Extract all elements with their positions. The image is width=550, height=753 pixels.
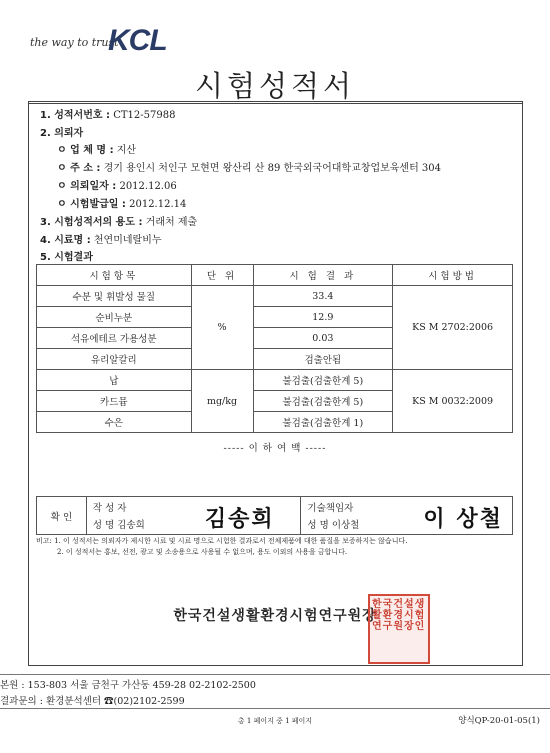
address-value: 경기 용인시 처인구 모현면 왕산리 산 89 한국외국어대학교창업보육센터 304 bbox=[103, 163, 442, 174]
address-row bbox=[57, 159, 441, 174]
header-test-item: 시험항목 bbox=[37, 265, 192, 286]
header-result: 시 험 결 과 bbox=[253, 265, 393, 286]
inquiry-value: : 환경분석센터 ☎(02)2102-2599 bbox=[39, 696, 185, 707]
result-cell: 불검출(검출한계 1) bbox=[253, 412, 393, 433]
company-row bbox=[57, 141, 136, 156]
author-signature: 김송희 bbox=[204, 507, 275, 532]
result-cell: 검출안됨 bbox=[253, 349, 393, 370]
end-of-content-mark: ----- 이 하 여 백 ----- bbox=[223, 443, 327, 454]
inquiry-label: 결과문의 bbox=[0, 696, 37, 707]
table-row bbox=[37, 370, 513, 391]
manager-block bbox=[301, 497, 513, 535]
item-cell: 수분 및 휘발성 물질 bbox=[37, 286, 192, 307]
client-heading: 2. 의뢰자 bbox=[40, 128, 84, 139]
organization-name: 한국건설생활환경시험연구원장 bbox=[173, 608, 377, 624]
author-name-label: 성 명 bbox=[92, 520, 115, 531]
issue-date-label: ㅇ 시험발급일 : bbox=[57, 199, 126, 210]
signature-table bbox=[36, 496, 513, 535]
header-unit: 단 위 bbox=[191, 265, 253, 286]
cert-number-value: CT12-57988 bbox=[113, 110, 176, 121]
remarks bbox=[36, 536, 513, 558]
request-date-value: 2012.12.06 bbox=[119, 181, 177, 192]
confirm-label: 확 인 bbox=[37, 497, 87, 535]
item-cell: 납 bbox=[37, 370, 192, 391]
sample-label: 4. 시료명 : bbox=[40, 235, 91, 246]
official-seal: 한국건설생활환경시험연구원장인 bbox=[368, 594, 430, 664]
result-cell: 0.03 bbox=[253, 328, 393, 349]
request-date-row bbox=[57, 177, 177, 192]
item-cell: 순비누분 bbox=[37, 307, 192, 328]
header-method: 시험방법 bbox=[393, 265, 513, 286]
hq-address-value: : 153-803 서울 금천구 가산동 459-28 02-2102-2500 bbox=[21, 680, 256, 691]
page-indicator: 총 1 페이지 중 1 페이지 bbox=[237, 717, 313, 725]
request-date-label: ㅇ 의뢰일자 : bbox=[57, 181, 117, 192]
cert-number-label: 1. 성적서번호 : bbox=[40, 110, 111, 121]
results-header-row bbox=[37, 265, 513, 286]
unit-cell: % bbox=[191, 286, 253, 370]
address-label: ㅇ 주 소 : bbox=[57, 163, 101, 174]
hq-address bbox=[0, 677, 256, 691]
item-cell: 카드뮴 bbox=[37, 391, 192, 412]
kcl-logo: KCL bbox=[108, 24, 167, 57]
company-label: ㅇ 업 체 명 : bbox=[57, 145, 114, 156]
form-number: 양식QP-20-01-05(1) bbox=[458, 716, 540, 726]
manager-name: 이상철 bbox=[331, 520, 360, 531]
sample-row bbox=[40, 231, 162, 246]
inquiry-contact bbox=[0, 693, 185, 707]
cert-number-row bbox=[40, 106, 175, 121]
table-row bbox=[37, 286, 513, 307]
document-title: 시험성적서 bbox=[194, 69, 356, 103]
manager-title: 기술책임자 bbox=[307, 503, 354, 514]
unit-cell: mg/kg bbox=[191, 370, 253, 433]
result-cell: 불검출(검출한계 5) bbox=[253, 370, 393, 391]
results-table bbox=[36, 264, 513, 433]
remark-line-2: 2. 이 성적서는 홍보, 선전, 광고 및 소송용으로 사용될 수 없으며, 용도 이외의 사용을 금합니다. bbox=[57, 548, 348, 556]
issue-date-value: 2012.12.14 bbox=[129, 199, 187, 210]
item-cell: 석유에테르 가용성분 bbox=[37, 328, 192, 349]
author-title: 작 성 자 bbox=[92, 503, 127, 514]
results-heading: 5. 시험결과 bbox=[40, 252, 93, 263]
item-cell: 유리알칼리 bbox=[37, 349, 192, 370]
result-cell: 불검출(검출한계 5) bbox=[253, 391, 393, 412]
hq-address-label: 본원 bbox=[0, 680, 19, 691]
method-cell: KS M 0032:2009 bbox=[393, 370, 513, 433]
tagline: the way to trust bbox=[30, 36, 119, 49]
sample-value: 천연미네랄비누 bbox=[93, 235, 162, 246]
author-name: 김송희 bbox=[117, 520, 145, 531]
item-cell: 수은 bbox=[37, 412, 192, 433]
author-block bbox=[86, 497, 301, 535]
method-cell: KS M 2702:2006 bbox=[393, 286, 513, 370]
remark-line-1: 비고: 1. 이 성적서는 의뢰자가 제시한 시료 및 시료 명으로 시험한 결과로서 전체제품에 대한 품질을 보증하지는 않습니다. bbox=[36, 537, 408, 545]
manager-name-label: 성 명 bbox=[307, 520, 329, 531]
purpose-label: 3. 시험성적서의 용도 : bbox=[40, 217, 143, 228]
result-cell: 12.9 bbox=[253, 307, 393, 328]
purpose-row bbox=[40, 213, 197, 228]
issue-date-row bbox=[57, 195, 186, 210]
company-value: 지산 bbox=[116, 145, 137, 156]
result-cell: 33.4 bbox=[253, 286, 393, 307]
manager-signature: 이 상철 bbox=[423, 507, 503, 532]
purpose-value: 거래처 제출 bbox=[145, 217, 198, 228]
